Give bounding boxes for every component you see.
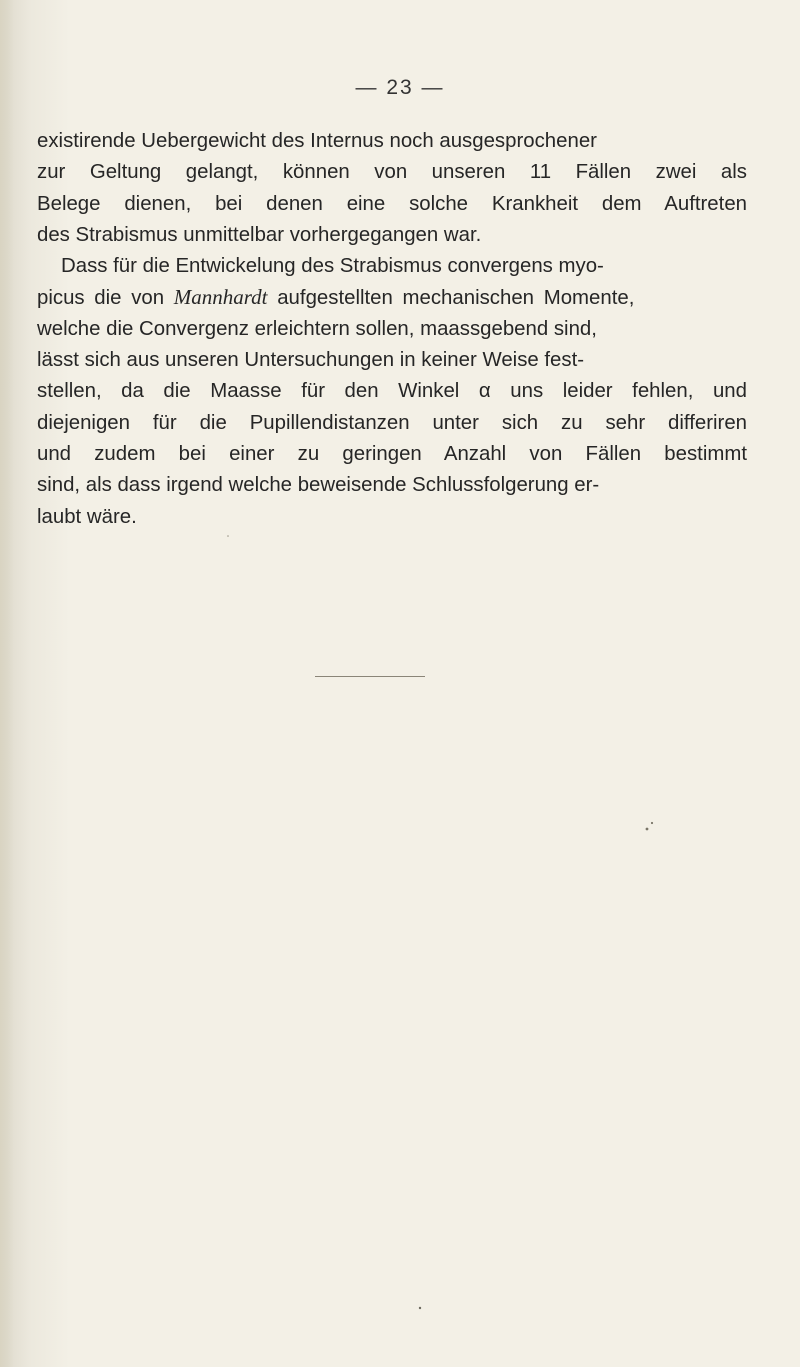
text-line [37,251,747,282]
author-name: Mannhardt [173,285,268,310]
text-line [37,157,747,188]
line-text-after: aufgestellten mechanischen Momente, [277,287,635,310]
text-line [37,189,747,220]
page-number: — 23 — [355,76,445,99]
text-line [37,502,747,533]
line-text: und zudem bei einer zu geringen Anzahl von Fällen bestimmt [37,442,747,465]
page-edge-shadow [0,0,14,1367]
text-line [37,376,747,407]
body-text [37,126,747,533]
text-line [37,282,747,313]
text-line [37,439,747,470]
line-text: des Strabismus unmittelbar vorhergegangen war. [37,223,482,246]
line-text: Belege dienen, bei denen eine solche Krankheit dem Auftreten [37,192,747,215]
text-line [37,408,747,439]
text-line [37,126,747,157]
text-line [37,314,747,345]
line-text: zur Geltung gelangt, können von unseren 11 Fällen zwei als [37,161,747,184]
line-text: sind, als dass irgend welche beweisende Schlussfolgerung er- [37,474,600,497]
line-text: Dass für die Entwickelung des Strabismus convergens myo- [61,255,604,278]
line-text-before: picus die von [37,287,165,310]
line-text: welche die Convergenz erleichtern sollen, maassgebend sind, [37,317,597,340]
text-line [37,345,747,376]
line-text: existirende Uebergewicht des Internus noch ausgesprochener [37,130,597,152]
text-line [37,220,747,251]
section-end-rule [315,676,425,677]
line-text: diejenigen für die Pupillendistanzen unter sich zu sehr differiren [37,411,747,434]
line-text: lässt sich aus unseren Untersuchungen in keiner Weise fest- [37,349,585,372]
line-text-segment [37,282,634,313]
line-text: laubt wäre. [37,505,137,528]
text-line [37,470,747,501]
line-text: stellen, da die Maasse für den Winkel α uns leider fehlen, und [37,380,747,403]
